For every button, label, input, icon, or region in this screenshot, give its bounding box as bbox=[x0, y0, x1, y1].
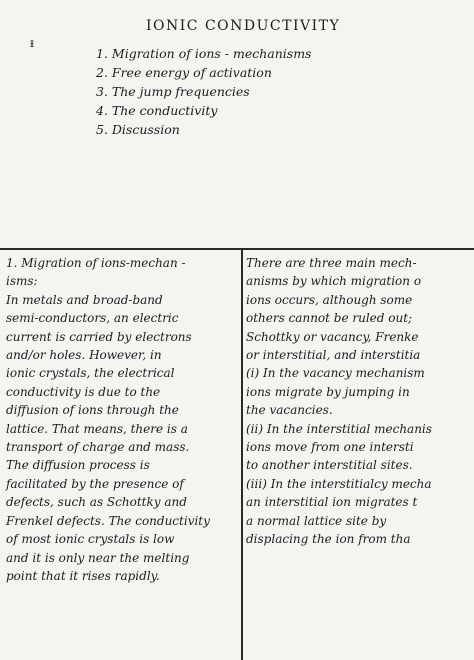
toc-item: 1. Migration of ions - mechanisms bbox=[96, 46, 312, 61]
text-line: displacing the ion from tha bbox=[246, 532, 411, 547]
text-line: point that it rises rapidly. bbox=[6, 568, 160, 583]
text-line: and it is only near the melting bbox=[6, 550, 190, 565]
text-line: The diffusion process is bbox=[6, 458, 150, 473]
text-line: In metals and broad-band bbox=[6, 292, 163, 307]
left-column bbox=[6, 254, 238, 585]
text-line: (iii) In the interstitialcy mecha bbox=[246, 476, 432, 491]
text-line: isms: bbox=[6, 274, 38, 289]
text-line: defects, such as Schottky and bbox=[6, 495, 187, 510]
text-line: current is carried by electrons bbox=[6, 329, 192, 344]
text-line: others cannot be ruled out; bbox=[246, 311, 413, 326]
text-line: anisms by which migration o bbox=[246, 274, 422, 289]
text-line: to another interstitial sites. bbox=[246, 458, 413, 473]
table-of-contents bbox=[96, 44, 311, 139]
margin-mark: ᵻ bbox=[30, 36, 34, 50]
toc-item: 2. Free energy of activation bbox=[96, 65, 272, 80]
text-line: facilitated by the presence of bbox=[6, 476, 184, 491]
text-line: (ii) In the interstitial mechanis bbox=[246, 421, 432, 436]
text-line: or interstitial, and interstitia bbox=[246, 348, 421, 363]
toc-item: 4. The conductivity bbox=[96, 103, 218, 118]
text-line: and/or holes. However, in bbox=[6, 348, 162, 363]
text-line: 1. Migration of ions-mechan - bbox=[6, 256, 186, 270]
text-line: the vacancies. bbox=[246, 403, 333, 418]
text-line: of most ionic crystals is low bbox=[6, 532, 175, 547]
text-line: ions occurs, although some bbox=[246, 292, 413, 307]
text-line: an interstitial ion migrates t bbox=[246, 495, 418, 510]
text-line: conductivity is due to the bbox=[6, 384, 161, 399]
text-line: ions migrate by jumping in bbox=[246, 384, 410, 399]
text-line: There are three main mech- bbox=[246, 256, 417, 270]
text-line: (i) In the vacancy mechanism bbox=[246, 366, 425, 381]
text-line: semi-conductors, an electric bbox=[6, 311, 179, 326]
text-line: Frenkel defects. The conductivity bbox=[6, 513, 210, 528]
right-column bbox=[246, 254, 474, 549]
text-line: diffusion of ions through the bbox=[6, 403, 179, 418]
toc-item: 3. The jump frequencies bbox=[96, 84, 250, 99]
text-line: ions move from one intersti bbox=[246, 440, 414, 455]
text-line: ionic crystals, the electrical bbox=[6, 366, 175, 381]
column-divider bbox=[241, 248, 243, 660]
text-line: lattice. That means, there is a bbox=[6, 421, 188, 436]
horizontal-divider bbox=[0, 248, 474, 250]
text-line: Schottky or vacancy, Frenke bbox=[246, 329, 419, 344]
toc-item: 5. Discussion bbox=[96, 122, 180, 137]
text-line: a normal lattice site by bbox=[246, 513, 387, 528]
text-line: transport of charge and mass. bbox=[6, 440, 190, 455]
page-title: IONIC CONDUCTIVITY bbox=[146, 18, 341, 34]
